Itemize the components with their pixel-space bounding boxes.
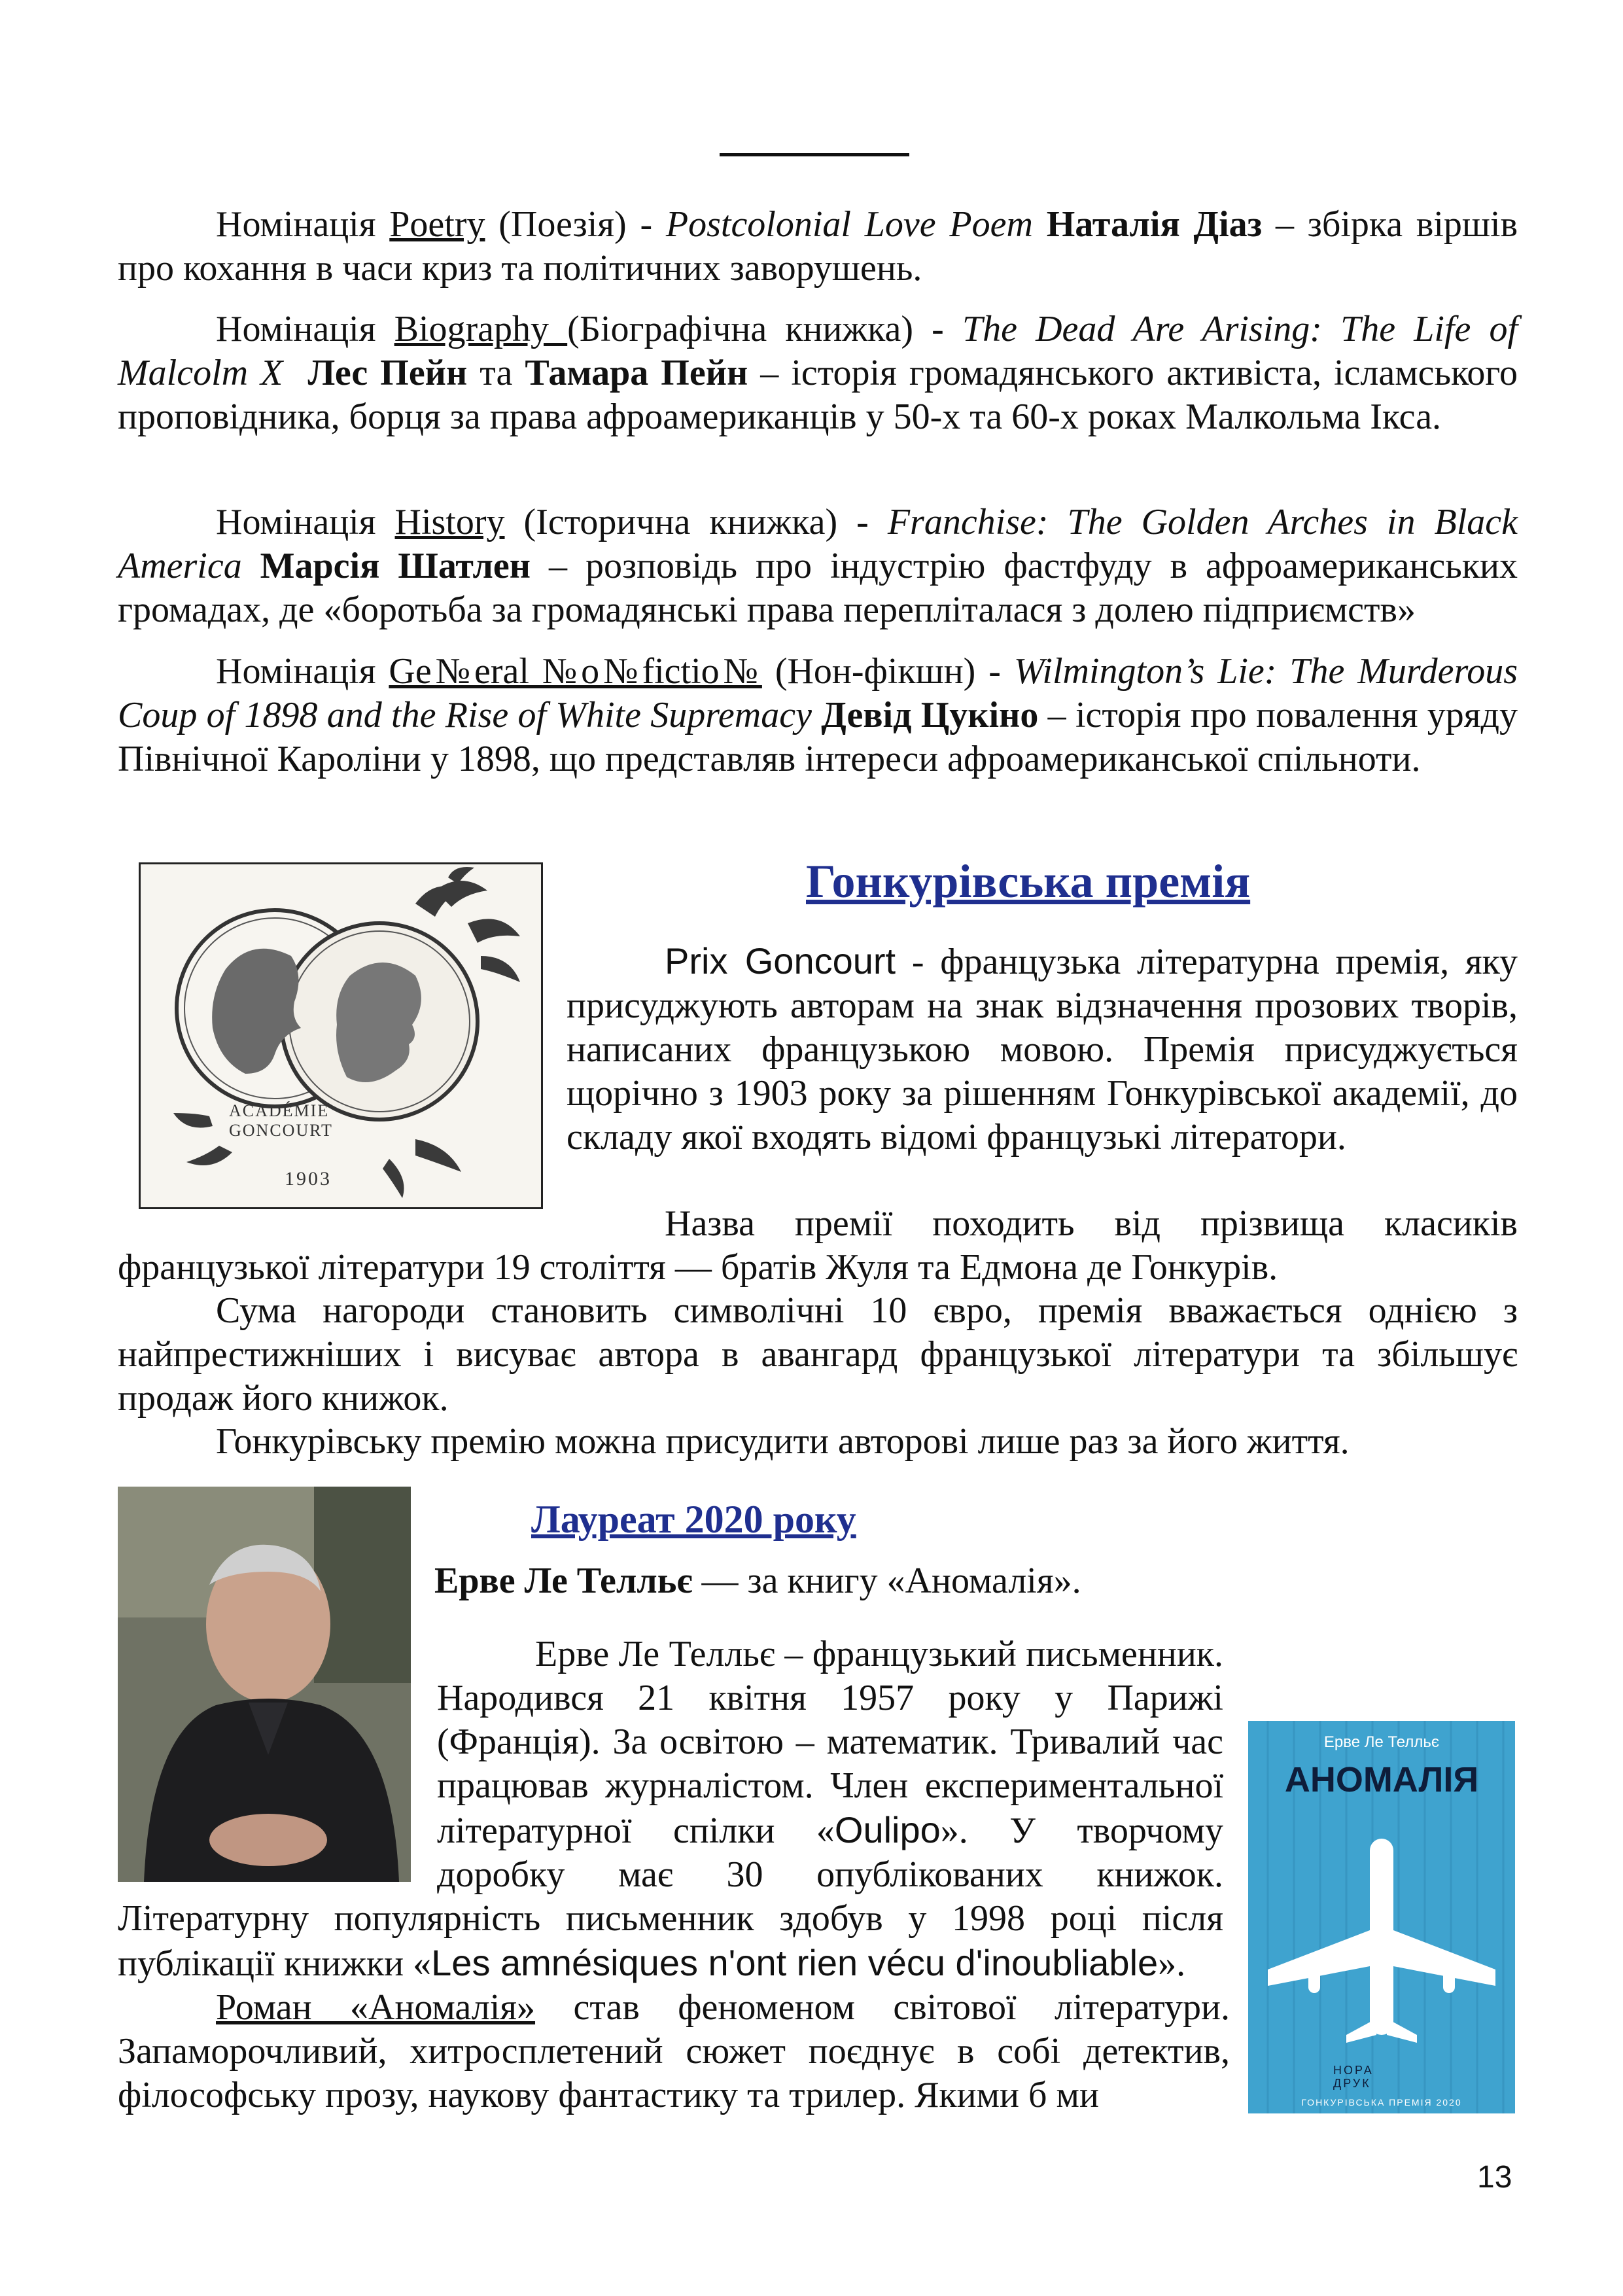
- category-link[interactable]: Biography: [394, 309, 568, 349]
- nomination-poetry: Номінація Poetry (Поезія) - Postcolonial Love Poem Наталія Діаз – збірка віршів про кохання в часи криз та політичних заворушень.: [118, 204, 1518, 289]
- category-link[interactable]: Poetry: [389, 204, 485, 245]
- laureate-bio: Ерве Ле Телльє – французький письменник. Народився 21 квітня 1957 року у Парижі (Франція). За освітою – математик. Тривалий час працював журналістом. Член експериментальної літературної спілки «Oulipo». У творчому доробку має 30 опублікованих книжок. Літературну популярність письменник здобув у 1998 році після публікації книжки «Les amnésiques n'ont rien vécu d'inoubliable».: [118, 1634, 1223, 1984]
- cover-footer: ГОНКУРІВСЬКА ПРЕМІЯ 2020: [1301, 2097, 1462, 2108]
- nomination-nonfiction: Номінація Ge№eral №o№fictio№ (Нон-фікшн) - Wilmington’s Lie: The Murderous Coup of 1898 and the Rise of White Supremacy Девід Цукіно – історія про повалення уряду Північної Кароліни у 1898, що представляв інтереси афроамериканської спільноти.: [118, 651, 1518, 779]
- goncourt-medal-image: [139, 862, 543, 1209]
- page-number: 13: [1477, 2160, 1512, 2195]
- medal-year: 1903: [285, 1168, 332, 1190]
- goncourt-name-origin: Назва премії походить від прізвища класиків французької літератури 19 століття — братів Жуля та Едмона де Гонкурів.: [118, 1203, 1518, 1288]
- top-divider: [720, 153, 909, 156]
- medal-illustration: [141, 864, 541, 1207]
- nomination-history: Номінація History (Історична книжка) - Franchise: The Golden Arches in Black America Марсія Шатлен – розповідь про індустрію фастфуду в афроамериканських громадах, де «боротьба за громадянські права перепліталася з долею підприємств»: [118, 502, 1518, 630]
- cover-author: Ерве Ле Телльє: [1323, 1733, 1440, 1751]
- category-link[interactable]: Ge№eral №o№fictio№: [389, 651, 762, 692]
- goncourt-prize-sum: Сума нагороди становить символічні 10 євро, премія вважається однією з найпрестижніших і висуває автора в авангард французької літератури та збільшує продаж його книжок.: [118, 1290, 1518, 1419]
- medal-caption-1: ACADÉMIE: [229, 1101, 330, 1120]
- goncourt-once-rule: Гонкурівську премію можна присудити авторові лише раз за його життя.: [216, 1421, 1350, 1462]
- cover-title: АНОМАЛІЯ: [1284, 1760, 1479, 1799]
- goncourt-intro: Prix Goncourt - французька літературна премія, яку присуджують авторам на знак відзначення прозових творів, написаних французькою мовою. Премія присуджується щорічно з 1903 року за рішенням Гонкурівської академії, до складу якої входять відомі французькі літератори.: [567, 940, 1518, 1157]
- category-link[interactable]: History: [394, 502, 505, 542]
- cover-publisher-2: ДРУК: [1333, 2077, 1371, 2090]
- nomination-biography: Номінація Biography (Біографічна книжка) - The Dead Are Arising: The Life of Malcolm X Лес Пейн та Тамара Пейн – історія громадянського активіста, ісламського проповідника, борця за права афроамериканців у 50-х та 60-х роках Малкольма Ікса.: [118, 309, 1518, 437]
- goncourt-heading: Гонкурівська премія: [806, 855, 1251, 908]
- laureate-name-line: Ерве Ле Телльє — за книгу «Аномалія».: [434, 1561, 1081, 1601]
- medal-caption-2: GONCOURT: [229, 1121, 333, 1140]
- cover-publisher-1: НОРА: [1333, 2064, 1374, 2077]
- novel-paragraph: Роман «Аномалія» став феноменом світової літератури. Запаморочливий, хитросплетений сюжет поєднує в собі детектив, філософську прозу, наукову фантастику та трилер. Якими б ми: [118, 1987, 1230, 2115]
- laureate-heading: Лауреат 2020 року: [531, 1498, 856, 1541]
- novel-link[interactable]: Роман «Аномалія»: [216, 1987, 536, 2028]
